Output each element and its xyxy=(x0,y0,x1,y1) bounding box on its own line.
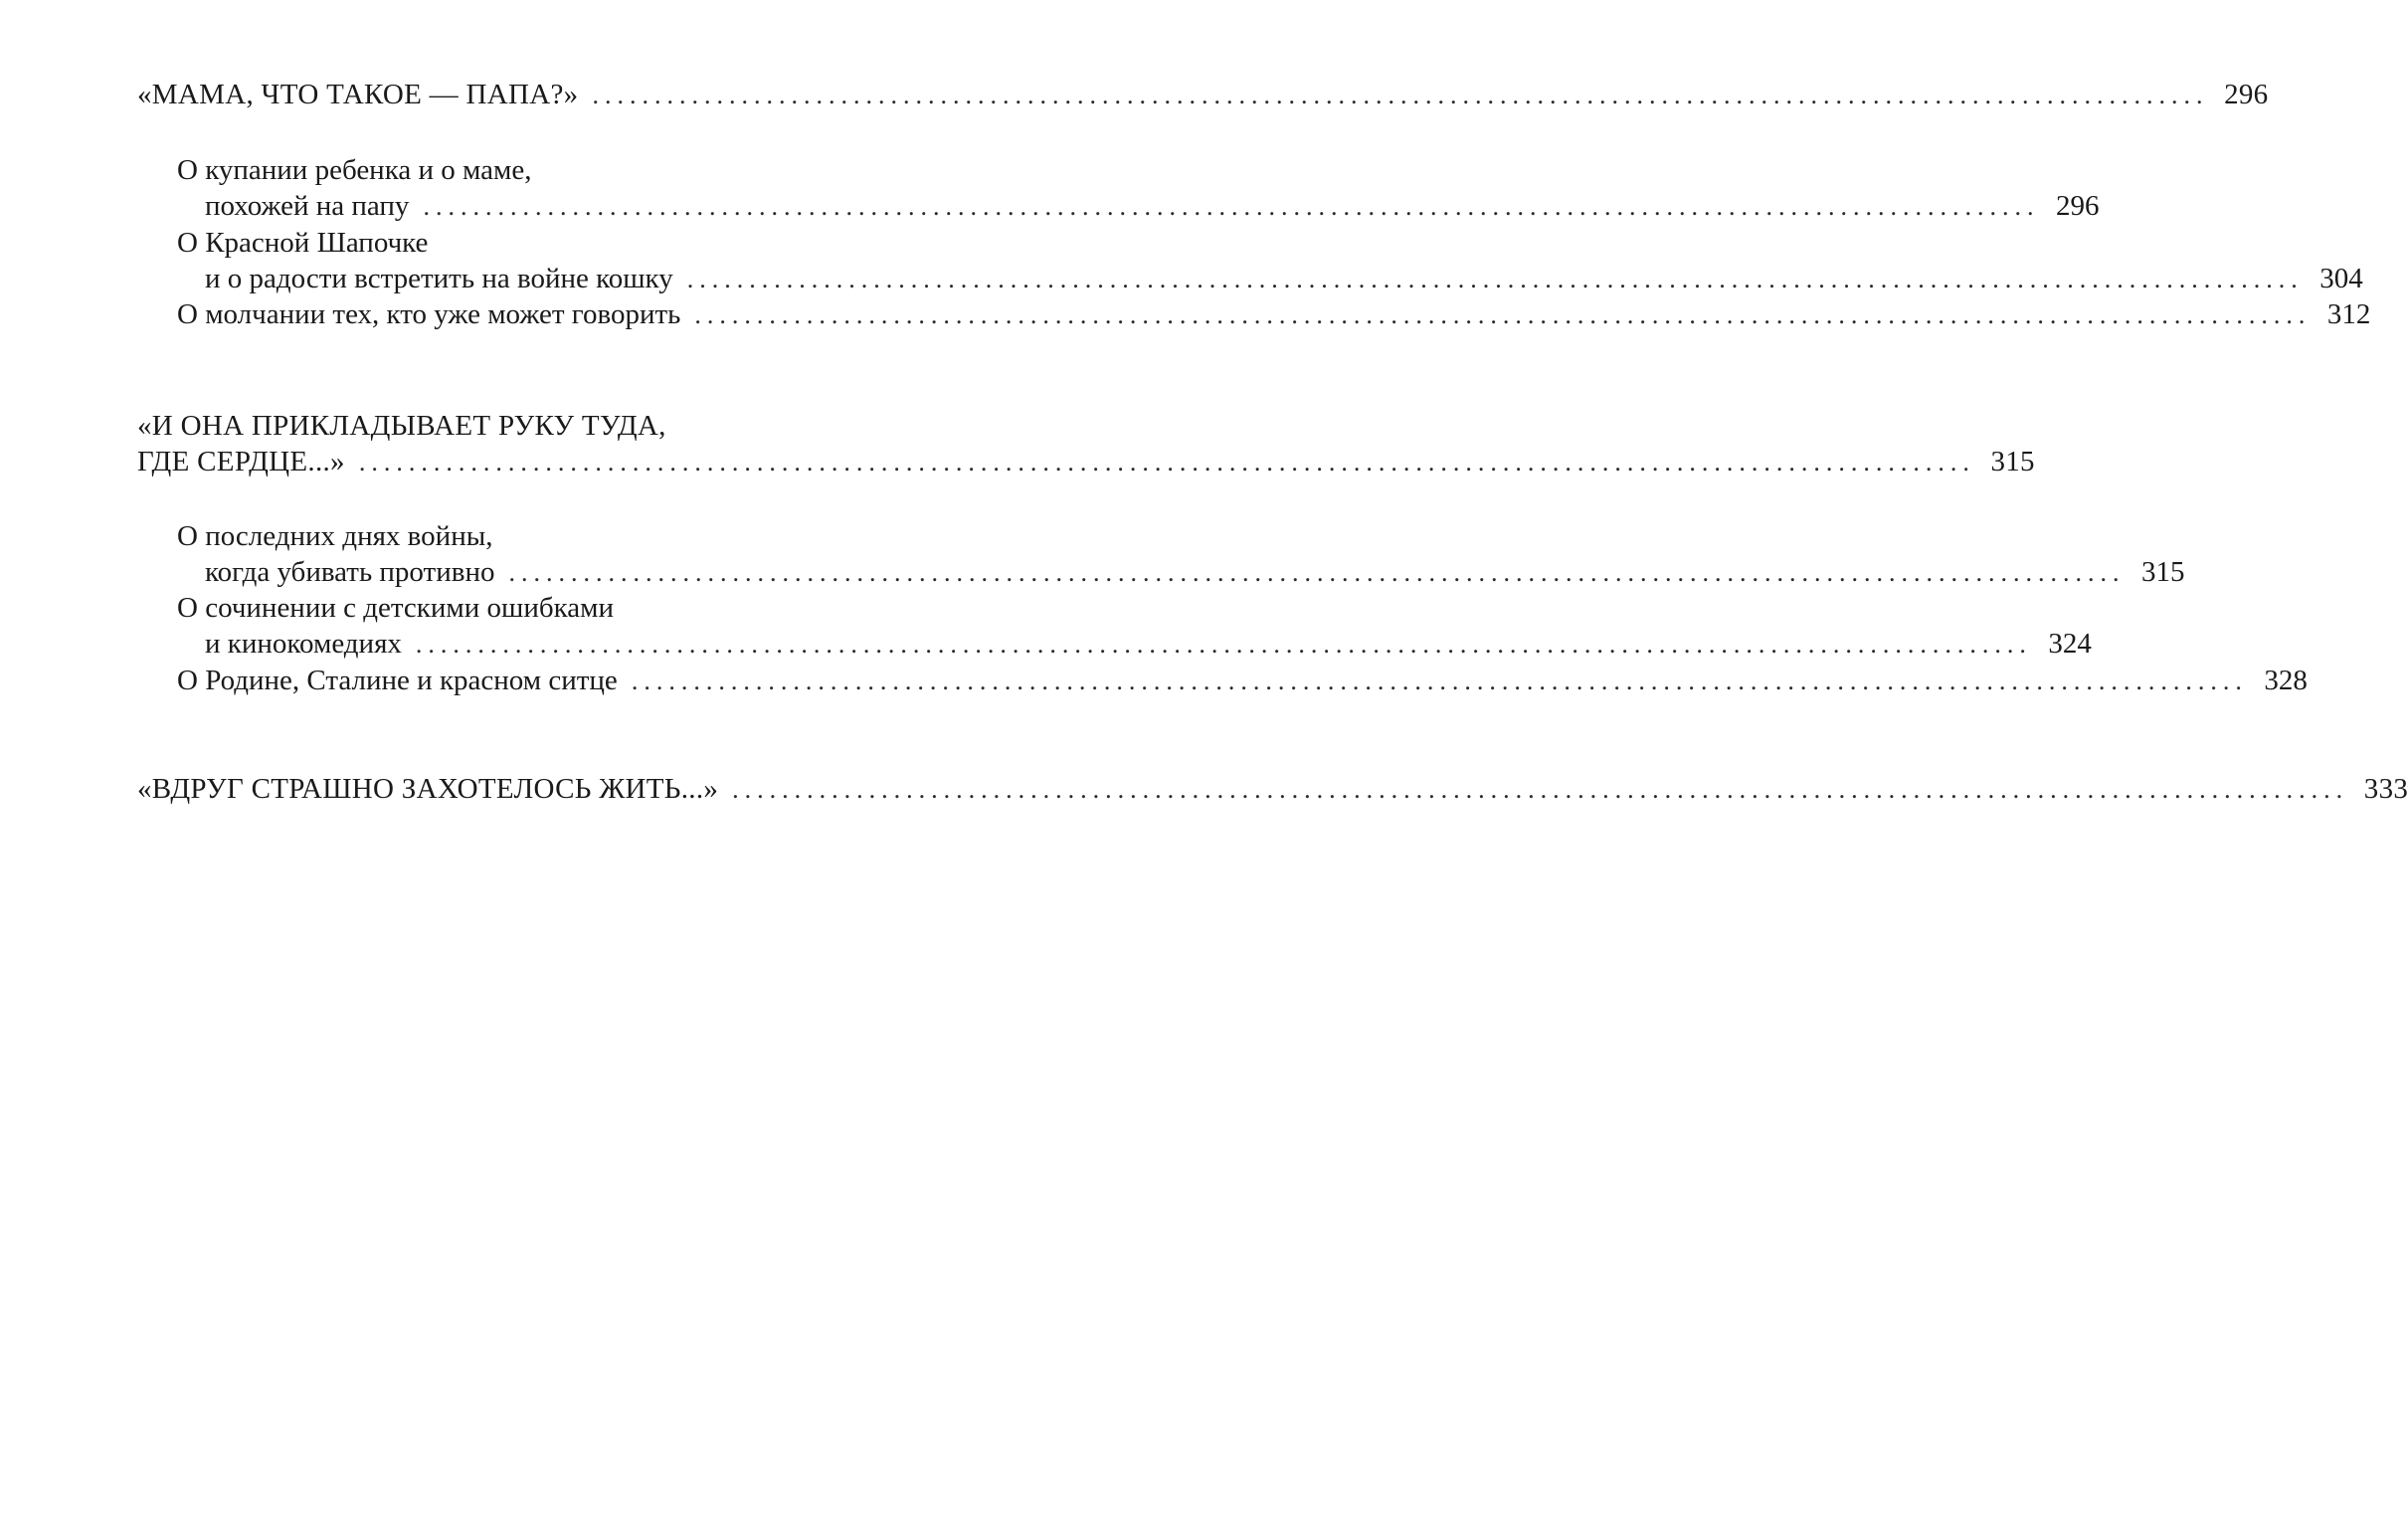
item-title-line: О последних днях войны, xyxy=(177,520,493,552)
item-title-line: О Родине, Сталине и красном ситце xyxy=(177,663,632,698)
dot-leader: .................................................................................................................................. xyxy=(592,81,2209,109)
toc-entry-line xyxy=(137,77,2269,112)
section-title: «И ОНА ПРИКЛАДЫВАЕТ РУКУ ТУДА, xyxy=(137,410,666,442)
page-number: 324 xyxy=(2048,628,2092,660)
item-title-line: О купании ребенка и о маме, xyxy=(177,154,532,186)
item-title-line: похожей на папу xyxy=(205,188,423,224)
toc-entry-line xyxy=(177,296,2371,332)
dot-leader: .................................................................................................................................. xyxy=(415,630,2032,659)
item-title-line: и о радости встретить на войне кошку xyxy=(205,261,687,296)
dot-leader: .................................................................................................................................. xyxy=(423,192,2040,221)
section-title: «МАМА, ЧТО ТАКОЕ — ПАПА?» xyxy=(137,77,592,112)
page-number: 333 xyxy=(2363,773,2408,805)
page-number: 296 xyxy=(2224,79,2269,110)
item-title-line: когда убивать противно xyxy=(205,554,508,590)
item-title-line: О молчании тех, кто уже может говорить xyxy=(177,296,694,332)
toc-entry-line xyxy=(205,188,2100,224)
item-title-line: О сочинении с детскими ошибками xyxy=(177,592,614,624)
page-number: 315 xyxy=(1990,446,2035,478)
toc-entry-line xyxy=(137,444,2035,479)
dot-leader: .................................................................................................................................. xyxy=(732,775,2349,804)
section-title: ГДЕ СЕРДЦЕ...» xyxy=(137,444,359,479)
page-number: 296 xyxy=(2055,190,2100,222)
toc-entry-line xyxy=(205,261,2363,296)
dot-leader: .................................................................................................................................. xyxy=(358,448,1975,477)
dot-leader: .................................................................................................................................. xyxy=(686,265,2304,293)
toc-entry-line xyxy=(205,554,2185,590)
page-number: 315 xyxy=(2140,556,2185,588)
page-number: 328 xyxy=(2264,665,2308,696)
item-title-line: и кинокомедиях xyxy=(205,626,416,662)
section-title: «ВДРУГ СТРАШНО ЗАХОТЕЛОСЬ ЖИТЬ...» xyxy=(137,771,732,807)
item-title-line: О Красной Шапочке xyxy=(177,227,429,259)
page-number: 312 xyxy=(2326,298,2371,330)
dot-leader: .................................................................................................................................. xyxy=(694,300,2312,329)
page-number: 304 xyxy=(2319,263,2363,294)
toc-entry-line xyxy=(205,626,2092,662)
dot-leader: .................................................................................................................................. xyxy=(508,558,2126,587)
dot-leader: .................................................................................................................................. xyxy=(631,667,2248,695)
toc-entry-line xyxy=(177,663,2308,698)
toc-entry-line xyxy=(137,771,2408,807)
